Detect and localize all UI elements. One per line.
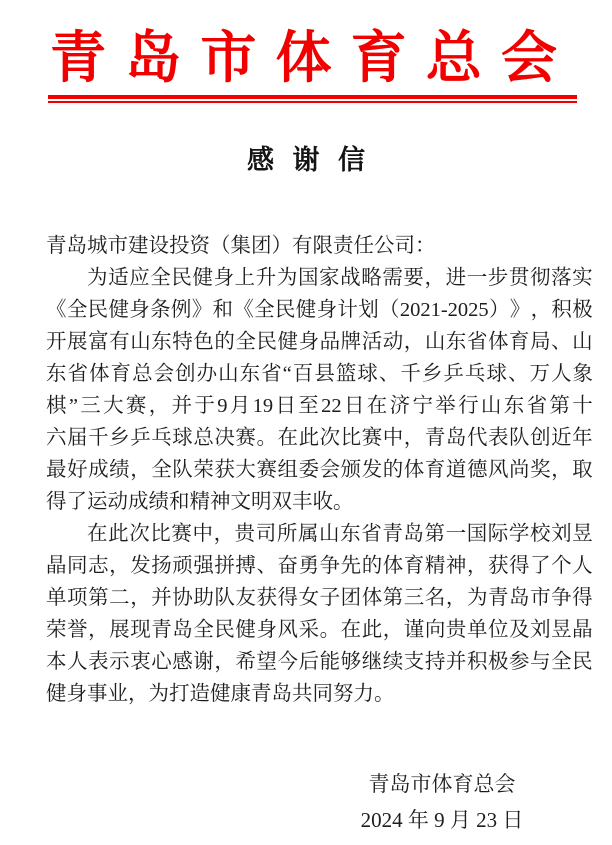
letter-body bbox=[46, 230, 593, 710]
signature-org: 青岛市体育总会 bbox=[368, 772, 516, 796]
body-line: 最 好 成 绩 ， 全 队 荣 获 大 赛 组 委 会 颁 发 的 体 育 道 德 风 尚 奖 ， 取 bbox=[46, 459, 593, 481]
body-line: 荣 誉 ， 展 现 青 岛 全 民 健 身 风 采 。 在 此 ， 谨 向 贵 单 位 及 刘 昱 晶 bbox=[46, 619, 593, 641]
salutation: 青岛城市建设投资（集团）有限责任公司： bbox=[46, 235, 436, 257]
body-line: 东 省 体 育 总 会 创 办 山 东 省 “ 百 县 篮 球 、 千 乡 乒 乓 球 、 万 人 象 bbox=[46, 363, 593, 385]
divider-thick-line bbox=[48, 95, 577, 99]
body-line: 本 人 表 示 衷 心 感 谢 ， 希 望 今 后 能 够 继 续 支 持 并 积 极 参 与 全 民 bbox=[46, 651, 593, 673]
body-line: 开 展 富 有 山 东 特 色 的 全 民 健 身 品 牌 活 动 ， 山 东 省 体 育 局 、 山 bbox=[46, 331, 593, 353]
divider-thin-line bbox=[48, 101, 577, 103]
signature-block bbox=[327, 766, 557, 838]
body-line: 在 此 次 比 赛 中 ， 贵 司 所 属 山 东 省 青 岛 第 一 国 际 学 校 刘 昱 bbox=[87, 523, 593, 545]
letterhead-divider bbox=[48, 95, 577, 103]
body-line: 《 全 民 健 身 条 例 》 和 《 全 民 健 身 计 划 （ 2021-2025 ） 》 ， 积 极 bbox=[46, 299, 593, 321]
letter-title-wrap bbox=[0, 138, 612, 177]
signature-date: 2024 年 9 月 23 日 bbox=[360, 808, 524, 832]
body-line: 六 届 千 乡 乒 乓 球 总 决 赛 。 在 此 次 比 赛 中 ， 青 岛 代 表 队 创 近 年 bbox=[46, 427, 593, 449]
body-line: 棋 ” 三 大 赛 ， 并 于 9 月 19 日 至 22 日 在 济 宁 举 行 山 东 省 第 十 bbox=[46, 395, 593, 417]
body-line: 得了运动成绩和精神文明双丰收。 bbox=[46, 491, 354, 513]
body-line: 晶 同 志 ， 发 扬 顽 强 拼 搏 、 奋 勇 争 先 的 体 育 精 神 ， 获 得 了 个 人 bbox=[46, 555, 593, 577]
body-line: 为 适 应 全 民 健 身 上 升 为 国 家 战 略 需 要 ， 进 一 步 贯 彻 落 实 bbox=[87, 267, 593, 289]
letterhead-org-name: 青 岛 市 体 育 总 会 bbox=[50, 28, 557, 90]
letter-title: 感 谢 信 bbox=[247, 145, 365, 175]
body-line: 健身事业，为打造健康青岛共同努力。 bbox=[46, 683, 395, 705]
body-line: 单 项 第 二 ， 并 协 助 队 友 获 得 女 子 团 体 第 三 名 ， 为 青 岛 市 争 得 bbox=[46, 587, 593, 609]
